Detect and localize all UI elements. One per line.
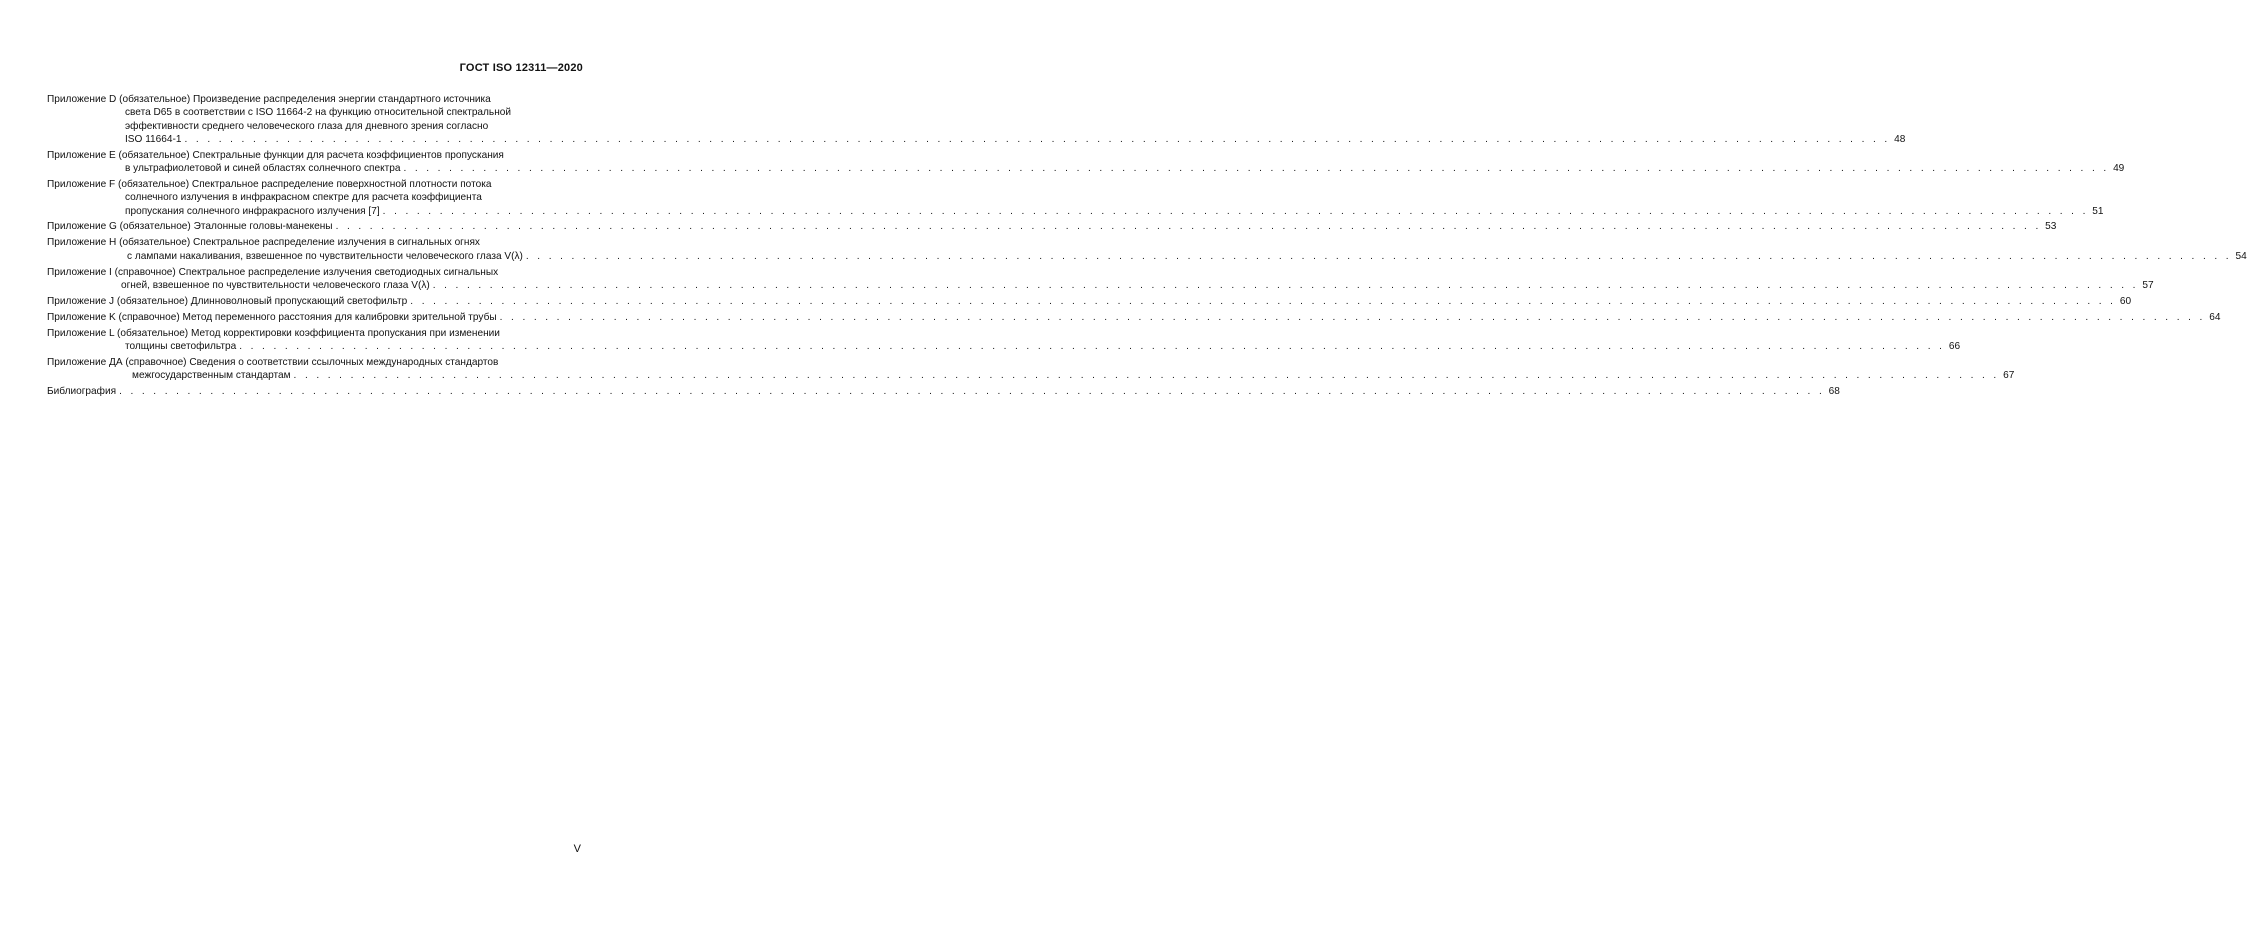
toc-page-number: 51	[2092, 205, 2104, 217]
toc-entry	[47, 93, 1906, 146]
dot-leader: . . . . . . . . . . . . . . . . . . . . . . . . . . . . . . . . . . . . . . . . . . . . . . . . . . . . . . . . . . . . . . . . . . . . . . . . . . . . . . . . . . . . . . . . . . . . . . . . . . . . . . . . . . . . . . . . . . . . . . . . . . . . . . . . . . . . . . . . . . . . . . . . . . . . . .	[432, 279, 2139, 291]
toc-page-number: 57	[2142, 279, 2154, 291]
toc-page-number: 67	[2003, 369, 2015, 381]
toc-entry	[47, 220, 2057, 233]
toc-entry-last-line	[47, 162, 2125, 175]
dot-leader: . . . . . . . . . . . . . . . . . . . . . . . . . . . . . . . . . . . . . . . . . . . . . . . . . . . . . . . . . . . . . . . . . . . . . . . . . . . . . . . . . . . . . . . . . . . . . . . . . . . . . . . . . . . . . . . . . . . . . . . . . . . . . . . . . . . . . . . . . . . . . . . . . . . . . .	[525, 250, 2232, 262]
toc-entry-title-line: Приложение I (справочное) Спектральное распределение излучения светодиодных сигнальных	[47, 266, 499, 278]
toc-entry-last-line	[47, 133, 1906, 146]
toc-entry	[47, 236, 2247, 263]
toc-entry	[47, 178, 2104, 218]
toc-entry-last-line	[47, 220, 2057, 233]
dot-leader: . . . . . . . . . . . . . . . . . . . . . . . . . . . . . . . . . . . . . . . . . . . . . . . . . . . . . . . . . . . . . . . . . . . . . . . . . . . . . . . . . . . . . . . . . . . . . . . . . . . . . . . . . . . . . . . . . . . . . . . . . . . . . . . . . . . . . . . . . . . . . . . . . . . . . .	[410, 295, 2116, 307]
toc-entry	[47, 149, 2125, 176]
toc-entry-last-line	[47, 369, 2015, 382]
toc-entry-last-line	[47, 385, 1840, 398]
toc-entry-text: Библиография	[47, 385, 117, 397]
toc-page-number: 66	[1948, 340, 1961, 352]
toc-entry-text: межгосударственным стандартам	[132, 369, 291, 381]
toc-entry-continuation-line: эффективности среднего человеческого глаза для дневного зрения согласно	[125, 120, 489, 132]
toc-entry-text: Приложение K (справочное) Метод переменного расстояния для калибровки зрительной трубы	[47, 311, 497, 323]
toc-entry-text: в ультрафиолетовой и синей областях солнечного спектра	[125, 163, 401, 175]
toc-entry-text: огней, взвешенное по чувствительности человеческого глаза V(λ)	[121, 279, 430, 291]
toc-entry	[47, 311, 2221, 324]
toc-page-number: 64	[2209, 311, 2221, 323]
toc-entry-last-line	[47, 340, 1961, 353]
running-header: ГОСТ ISO 12311—2020	[459, 62, 583, 74]
toc-entry-title-line: Приложение H (обязательное) Спектральное распределение излучения в сигнальных огнях	[47, 237, 480, 249]
dot-leader: . . . . . . . . . . . . . . . . . . . . . . . . . . . . . . . . . . . . . . . . . . . . . . . . . . . . . . . . . . . . . . . . . . . . . . . . . . . . . . . . . . . . . . . . . . . . . . . . . . . . . . . . . . . . . . . . . . . . . . . . . . . . . . . . . . . . . . . . . . . . . . . . . . . . . .	[119, 385, 1825, 397]
toc-entry-last-line	[47, 311, 2221, 324]
toc-entry-text: пропускания солнечного инфракрасного излучения [7]	[125, 205, 380, 217]
toc-entry-continuation-line: света D65 в соответствии с ISO 11664-2 на функцию относительной спектральной	[125, 107, 512, 119]
toc-entry-last-line	[47, 279, 2154, 292]
toc-entry-title-line: Приложение F (обязательное) Спектральное распределение поверхностной плотности потока	[47, 178, 492, 190]
dot-leader: . . . . . . . . . . . . . . . . . . . . . . . . . . . . . . . . . . . . . . . . . . . . . . . . . . . . . . . . . . . . . . . . . . . . . . . . . . . . . . . . . . . . . . . . . . . . . . . . . . . . . . . . . . . . . . . . . . . . . . . . . . . . . . . . . . . . . . . . . . . . . . . . . . . . . .	[184, 133, 1891, 145]
toc-page-number: 48	[1894, 133, 1906, 145]
toc-entry-text: ISO 11664-1	[125, 133, 182, 145]
toc-entry	[47, 295, 2132, 308]
toc-entry-title-line: Приложение D (обязательное) Произведение распределения энергии стандартного источника	[47, 94, 491, 105]
toc-entry-text: толщины светофильтра	[125, 340, 237, 352]
toc-entry	[47, 385, 1840, 398]
toc-entry-text: с лампами накаливания, взвешенное по чувствительности человеческого глаза V(λ)	[127, 250, 523, 262]
page-number: V	[573, 843, 581, 855]
table-of-contents	[47, 93, 2247, 401]
toc-entry-text: Приложение J (обязательное) Длинноволновый пропускающий светофильтр	[47, 295, 408, 307]
toc-entry-title-line: Приложение L (обязательное) Метод корректировки коэффициента пропускания при изменении	[47, 327, 500, 339]
toc-page-number: 49	[2113, 163, 2125, 175]
toc-page-number: 53	[2045, 221, 2057, 233]
dot-leader: . . . . . . . . . . . . . . . . . . . . . . . . . . . . . . . . . . . . . . . . . . . . . . . . . . . . . . . . . . . . . . . . . . . . . . . . . . . . . . . . . . . . . . . . . . . . . . . . . . . . . . . . . . . . . . . . . . . . . . . . . . . . . . . . . . . . . . . . . . . . . . . . . . . . . .	[335, 221, 2042, 233]
toc-entry-title-line: Приложение ДА (справочное) Сведения о соответствии ссылочных международных стандартов	[47, 356, 499, 368]
toc-entry-text: Приложение G (обязательное) Эталонные головы-манекены	[47, 221, 333, 233]
dot-leader: . . . . . . . . . . . . . . . . . . . . . . . . . . . . . . . . . . . . . . . . . . . . . . . . . . . . . . . . . . . . . . . . . . . . . . . . . . . . . . . . . . . . . . . . . . . . . . . . . . . . . . . . . . . . . . . . . . . . . . . . . . . . . . . . . . . . . . . . . . . . . . . . . . . . . .	[293, 369, 2000, 381]
toc-entry-last-line	[47, 295, 2132, 308]
dot-leader: . . . . . . . . . . . . . . . . . . . . . . . . . . . . . . . . . . . . . . . . . . . . . . . . . . . . . . . . . . . . . . . . . . . . . . . . . . . . . . . . . . . . . . . . . . . . . . . . . . . . . . . . . . . . . . . . . . . . . . . . . . . . . . . . . . . . . . . . . . . . . . . . . . . . . .	[403, 163, 2110, 175]
toc-entry-continuation-line: солнечного излучения в инфракрасном спектре для расчета коэффициента	[125, 192, 482, 204]
toc-page-number: 54	[2235, 250, 2247, 262]
toc-entry	[47, 327, 1961, 354]
toc-entry	[47, 266, 2154, 293]
toc-page-number: 60	[2119, 295, 2132, 307]
dot-leader: . . . . . . . . . . . . . . . . . . . . . . . . . . . . . . . . . . . . . . . . . . . . . . . . . . . . . . . . . . . . . . . . . . . . . . . . . . . . . . . . . . . . . . . . . . . . . . . . . . . . . . . . . . . . . . . . . . . . . . . . . . . . . . . . . . . . . . . . . . . . . . . . . . . . . .	[382, 205, 2089, 217]
toc-entry-last-line	[47, 205, 2104, 218]
dot-leader: . . . . . . . . . . . . . . . . . . . . . . . . . . . . . . . . . . . . . . . . . . . . . . . . . . . . . . . . . . . . . . . . . . . . . . . . . . . . . . . . . . . . . . . . . . . . . . . . . . . . . . . . . . . . . . . . . . . . . . . . . . . . . . . . . . . . . . . . . . . . . . . . . . . . . .	[499, 311, 2206, 323]
toc-entry-last-line	[47, 250, 2247, 263]
dot-leader: . . . . . . . . . . . . . . . . . . . . . . . . . . . . . . . . . . . . . . . . . . . . . . . . . . . . . . . . . . . . . . . . . . . . . . . . . . . . . . . . . . . . . . . . . . . . . . . . . . . . . . . . . . . . . . . . . . . . . . . . . . . . . . . . . . . . . . . . . . . . . . . . . . . . . .	[239, 340, 1945, 352]
toc-entry	[47, 356, 2015, 383]
toc-page-number: 68	[1828, 385, 1840, 397]
toc-entry-title-line: Приложение E (обязательное) Спектральные функции для расчета коэффициентов пропускания	[47, 149, 504, 161]
